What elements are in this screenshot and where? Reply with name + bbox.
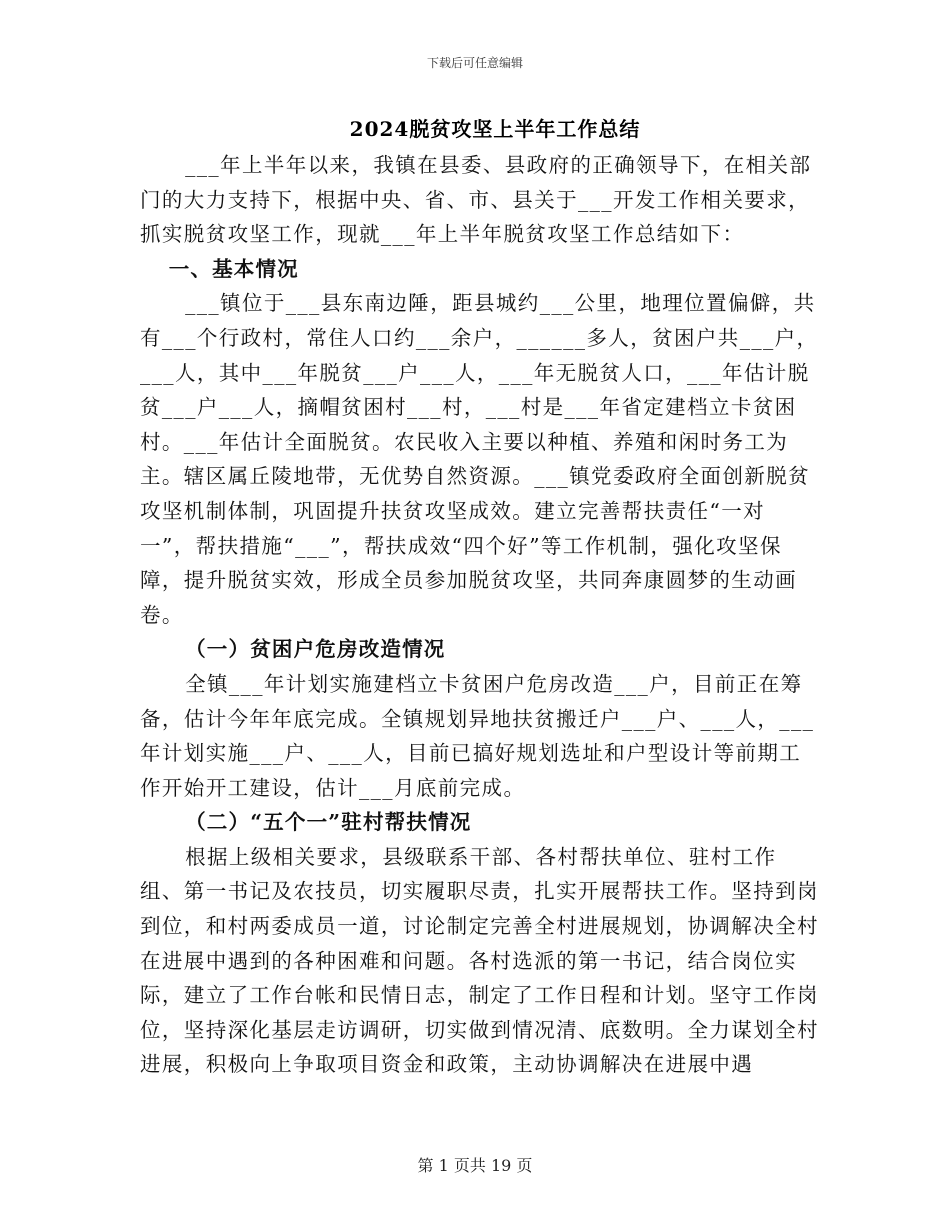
- document-title: 2024脱贫攻坚上半年工作总结: [349, 117, 641, 141]
- subsection-housing-paragraph: 全镇___年计划实施建档立卡贫困户危房改造___户，目前正在筹备，估计今年年底完成。全镇规划异地扶贫搬迁户___户、___人，___年计划实施___户、___人，目前已搞好规划选址和户型设计等前期工作开始开工建设，估计___月底前完成。: [140, 671, 815, 800]
- document-body: [140, 148, 820, 1082]
- section-heading-basic: 一、基本情况: [168, 256, 299, 281]
- subsection-heading-housing: （一）贫困户危房改造情况: [185, 637, 446, 662]
- section-basic-paragraph: ___镇位于___县东南边陲，距县城约___公里，地理位置偏僻，共有___个行政村，常住人口约___余户，______多人，贫困户共___户，___人，其中___年脱贫___户___人，___年无脱贫人口，___年估计脱贫___户___人，摘帽贫困村___村，___村是___年省定建档立卡贫困村。___年估计全面脱贫。农民收入主要以种植、养殖和闲时务工为主。辖区属丘陵地带，无优势自然资源。___镇党委政府全面创新脱贫攻坚机制体制，巩固提升扶贫攻坚成效。建立完善帮扶责任“一对一”，帮扶措施“___”，帮扶成效“四个好”等工作机制，强化攻坚保障，提升脱贫实效，形成全员参加脱贫攻坚，共同奔康圆梦的生动画卷。: [140, 291, 819, 627]
- subsection-heading-village-aid: （二）“五个一”驻村帮扶情况: [185, 810, 472, 835]
- page-number: 第 1 页共 19 页: [417, 1156, 533, 1175]
- intro-paragraph: ___年上半年以来，我镇在县委、县政府的正确领导下，在相关部门的大力支持下，根据中央、省、市、县关于___开发工作相关要求，抓实脱贫攻坚工作，现就___年上半年脱贫攻坚工作总结如下：: [140, 153, 812, 247]
- header-note: 下载后可任意编辑: [426, 56, 523, 70]
- subsection-village-aid-paragraph: 根据上级相关要求，县级联系干部、各村帮扶单位、驻村工作组、第一书记及农技员，切实履职尽责，扎实开展帮扶工作。坚持到岗到位，和村两委成员一道，讨论制定完善全村进展规划，协调解决全村在进展中遇到的各种困难和问题。各村选派的第一书记，结合岗位实际，建立了工作台帐和民情日志，制定了工作日程和计划。坚守工作岗位，坚持深化基层走访调研，切实做到情况清、底数明。全力谋划全村进展，积极向上争取项目资金和政策，主动协调解决在进展中遇: [140, 844, 819, 1077]
